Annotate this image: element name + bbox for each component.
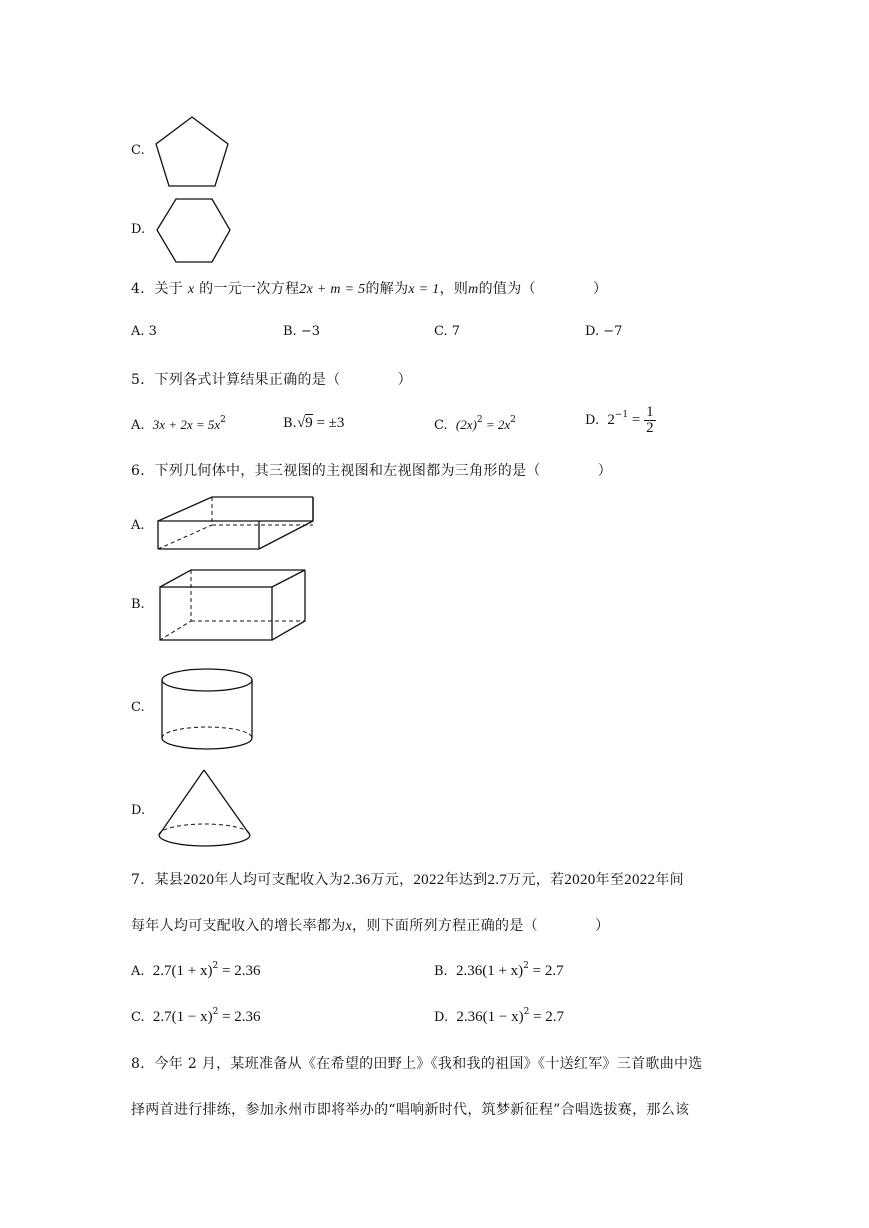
- q6-option-b-label: B.: [131, 597, 145, 612]
- question-7-stem-line1: 7．某县2020年人均可支配收入为2.36万元，2022年达到2.7万元，若2020年至2022年间: [131, 872, 684, 888]
- question-6-stem: 6．下列几何体中，其三视图的主视图和左视图都为三角形的是（ ）: [131, 463, 613, 479]
- cylinder-figure: [155, 665, 260, 760]
- q5-option-b: B. √9 = ±3: [283, 415, 345, 431]
- q6-option-c-label: C.: [131, 700, 145, 715]
- q6-option-a-label: A.: [131, 518, 145, 533]
- q5-option-c: C. $(2x)^2 = 2x^2$: [434, 415, 516, 433]
- triangular-prism-figure: [155, 494, 320, 559]
- q7-option-d: D. $2.36(1 - x)^2 = 2.7$: [434, 1007, 565, 1025]
- cone-figure: [155, 766, 260, 851]
- q4-option-c: C. 7: [434, 324, 461, 339]
- option-d-label: D.: [131, 222, 146, 237]
- q6-option-d-label: D.: [131, 803, 146, 818]
- q5-option-d: D. $2^{-1}$ = $\frac{1}{2}$: [585, 404, 654, 436]
- pentagon-figure: [150, 112, 240, 192]
- q7-option-c: C. $2.7(1 - x)^2 = 2.36$: [131, 1007, 261, 1025]
- option-c-label: C.: [131, 143, 145, 158]
- question-8-stem-line1: 8．今年 2 月，某班准备从《在希望的田野上》《我和我的祖国》《十送红军》三首歌曲中选: [131, 1056, 703, 1072]
- rectangular-box-figure: [155, 566, 315, 646]
- q7-option-b: B. $2.36(1 + x)^2 = 2.7$: [434, 961, 564, 979]
- q5-option-a: A. $3x + 2x = 5x^2$: [131, 415, 226, 433]
- q4-option-d: D. −7: [585, 324, 623, 339]
- q4-option-a: A. 3: [131, 324, 157, 339]
- question-8-stem-line2: 择两首进行排练，参加永州市即将举办的“唱响新时代，筑梦新征程”合唱选拔赛，那么该: [131, 1102, 690, 1118]
- question-4-stem: 4．关于 x 的一元一次方程2x + m = 5的解为x = 1，则m的值为（ ）: [131, 281, 608, 297]
- fraction-one-half: $\frac{1}{2}$: [646, 404, 654, 436]
- q7-option-a: A. $2.7(1 + x)^2 = 2.36$: [131, 961, 261, 979]
- q4-option-b: B. −3: [283, 324, 320, 339]
- question-7-stem-line2: 每年人均可支配收入的增长率都为x，则下面所列方程正确的是（ ）: [131, 918, 610, 934]
- hexagon-figure: [150, 194, 240, 269]
- question-5-stem: 5．下列各式计算结果正确的是（ ）: [131, 372, 412, 388]
